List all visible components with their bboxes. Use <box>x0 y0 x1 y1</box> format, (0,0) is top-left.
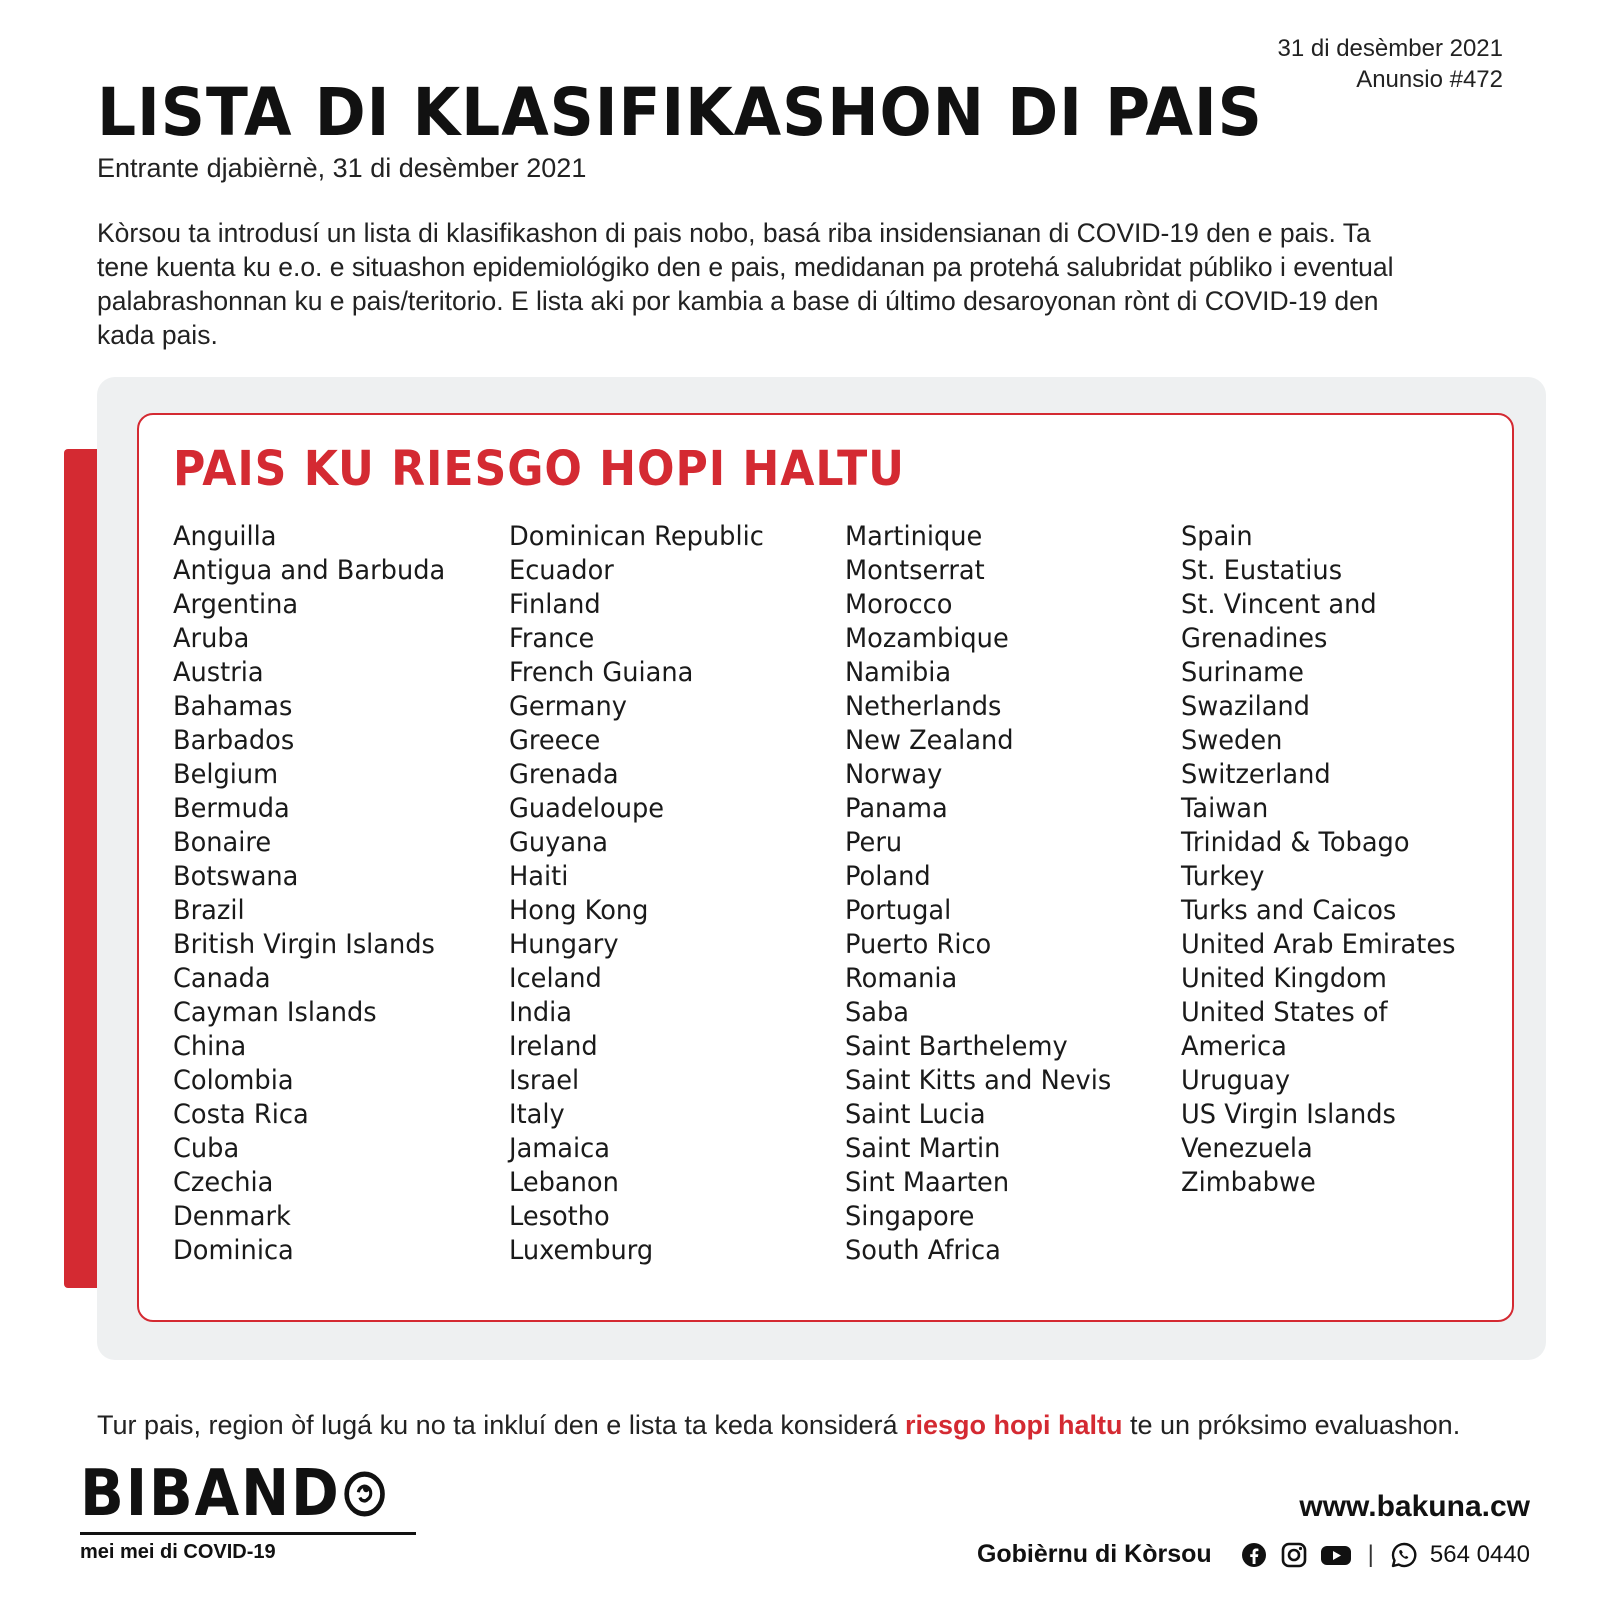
country-item: Romania <box>845 963 958 994</box>
page-title: LISTA DI KLASIFIKASHON DI PAIS <box>97 74 1263 151</box>
country-item: Ecuador <box>509 555 614 586</box>
country-item: Cuba <box>173 1133 240 1164</box>
country-item: Denmark <box>173 1201 291 1232</box>
youtube-icon[interactable] <box>1320 1541 1352 1569</box>
country-item: Iceland <box>509 963 602 994</box>
country-item: Grenada <box>509 759 619 790</box>
country-item: Turkey <box>1181 861 1265 892</box>
country-item: Venezuela <box>1181 1133 1313 1164</box>
country-item: Martinique <box>845 521 983 552</box>
country-item: Barbados <box>173 725 295 756</box>
accent-bar <box>64 449 97 1288</box>
risk-card-title: PAIS KU RIESGO HOPI HALTU <box>173 441 905 497</box>
country-item: Grenadines <box>1181 623 1328 654</box>
country-column-3 <box>845 520 1165 1268</box>
country-item: Switzerland <box>1181 759 1331 790</box>
country-item: Anguilla <box>173 521 277 552</box>
country-item: Argentina <box>173 589 299 620</box>
country-column-1 <box>173 520 493 1268</box>
country-item: United Arab Emirates <box>1181 929 1456 960</box>
country-item: Netherlands <box>845 691 1002 722</box>
footnote-text-after: te un próksimo evaluashon. <box>1122 1410 1461 1440</box>
country-item: Morocco <box>845 589 953 620</box>
country-item: Austria <box>173 657 264 688</box>
country-item: United States of <box>1181 997 1388 1028</box>
country-item: Uruguay <box>1181 1065 1291 1096</box>
country-item: Sweden <box>1181 725 1283 756</box>
country-item: Saint Lucia <box>845 1099 986 1130</box>
footnote-highlight: riesgo hopi haltu <box>904 1410 1123 1440</box>
country-item: Suriname <box>1181 657 1304 688</box>
country-item: Botswana <box>173 861 299 892</box>
footnote <box>97 1410 1460 1441</box>
logo-wordmark <box>80 1457 386 1531</box>
country-item: Costa Rica <box>173 1099 309 1130</box>
country-item: Montserrat <box>845 555 985 586</box>
country-item: St. Vincent and <box>1181 589 1377 620</box>
intro-paragraph: Kòrsou ta introdusí un lista di klasifikashon di pais nobo, basá riba insidensianan di COVID-19 den e pais. Ta tene kuenta ku e.o. e situashon epidemiológiko den e pais, medidanan pa protehá salubridat públiko i eventual palabrashonnan ku e pais/teritorio. E lista aki por kambia a base di último desaroyonan rònt di COVID-19 den kada pais. <box>97 218 1394 350</box>
country-item: Aruba <box>173 623 250 654</box>
country-item: Swaziland <box>1181 691 1310 722</box>
country-item: Hungary <box>509 929 619 960</box>
website-link[interactable]: www.bakuna.cw <box>1299 1490 1530 1523</box>
instagram-icon[interactable] <box>1280 1541 1308 1569</box>
country-item: Luxemburg <box>509 1235 654 1266</box>
page-subtitle: Entrante djabièrnè, 31 di desèmber 2021 <box>97 153 587 183</box>
whatsapp-icon[interactable] <box>1390 1541 1418 1569</box>
country-item: Dominica <box>173 1235 294 1266</box>
country-item: Taiwan <box>1181 793 1269 824</box>
footer-contact <box>977 1540 1530 1569</box>
country-item: America <box>1181 1031 1287 1062</box>
country-item: China <box>173 1031 247 1062</box>
announcement-number: Anunsio #472 <box>1356 66 1503 93</box>
country-item: French Guiana <box>509 657 694 688</box>
risk-card <box>137 413 1514 1322</box>
announcement-date: 31 di desèmber 2021 <box>1277 35 1503 62</box>
country-column-4 <box>1181 520 1501 1200</box>
facebook-icon[interactable] <box>1240 1541 1268 1569</box>
country-item: France <box>509 623 595 654</box>
country-item: Norway <box>845 759 943 790</box>
country-item: Haiti <box>509 861 569 892</box>
country-item: Cayman Islands <box>173 997 377 1028</box>
country-item: Panama <box>845 793 948 824</box>
logo-o-icon <box>342 1466 386 1522</box>
country-item: Bonaire <box>173 827 272 858</box>
country-column-2 <box>509 520 829 1268</box>
phone-number: 564 0440 <box>1429 1540 1530 1568</box>
announcement-meta <box>1278 33 1504 95</box>
country-item: Poland <box>845 861 931 892</box>
country-item: Sint Maarten <box>845 1167 1010 1198</box>
country-item: Finland <box>509 589 601 620</box>
country-item: Namibia <box>845 657 952 688</box>
country-item: Bermuda <box>173 793 290 824</box>
footnote-text-before: Tur pais, region òf lugá ku no ta inkluí den e lista ta keda konsiderá <box>97 1410 905 1440</box>
logo-word-text: BIBAND <box>80 1457 341 1531</box>
country-item: St. Eustatius <box>1181 555 1343 586</box>
country-item: Colombia <box>173 1065 294 1096</box>
country-item: Ireland <box>509 1031 598 1062</box>
country-item: Lesotho <box>509 1201 610 1232</box>
country-item: Hong Kong <box>509 895 649 926</box>
country-item: Greece <box>509 725 601 756</box>
country-item: Mozambique <box>845 623 1009 654</box>
country-item: Saba <box>845 997 910 1028</box>
country-item: India <box>509 997 572 1028</box>
country-item: Israel <box>509 1065 580 1096</box>
logo-tagline: mei mei di COVID-19 <box>80 1541 276 1563</box>
country-item: Guadeloupe <box>509 793 665 824</box>
country-item: Turks and Caicos <box>1181 895 1397 926</box>
country-item: Spain <box>1181 521 1253 552</box>
logo-underline <box>80 1532 416 1535</box>
country-item: Singapore <box>845 1201 975 1232</box>
country-item: Saint Barthelemy <box>845 1031 1068 1062</box>
bibando-logo <box>80 1457 420 1564</box>
country-item: Brazil <box>173 895 245 926</box>
country-item: New Zealand <box>845 725 1014 756</box>
country-item: Lebanon <box>509 1167 619 1198</box>
country-item: Dominican Republic <box>509 521 764 552</box>
country-item: Puerto Rico <box>845 929 992 960</box>
government-name: Gobièrnu di Kòrsou <box>976 1540 1212 1568</box>
country-item: Antigua and Barbuda <box>173 555 446 586</box>
country-item: South Africa <box>845 1235 1001 1266</box>
country-item: Canada <box>173 963 271 994</box>
country-item: Germany <box>509 691 627 722</box>
country-item: Zimbabwe <box>1181 1167 1316 1198</box>
footer-separator: | <box>1367 1540 1374 1568</box>
country-item: Trinidad & Tobago <box>1181 827 1410 858</box>
country-item: Jamaica <box>509 1133 610 1164</box>
country-item: Belgium <box>173 759 279 790</box>
country-item: Italy <box>509 1099 565 1130</box>
country-item: Saint Martin <box>845 1133 1001 1164</box>
country-item: Bahamas <box>173 691 293 722</box>
country-item: Peru <box>845 827 903 858</box>
country-item: US Virgin Islands <box>1181 1099 1396 1130</box>
country-item: Czechia <box>173 1167 274 1198</box>
country-item: Saint Kitts and Nevis <box>845 1065 1112 1096</box>
country-item: British Virgin Islands <box>173 929 435 960</box>
country-item: Portugal <box>845 895 952 926</box>
country-item: United Kingdom <box>1181 963 1387 994</box>
country-item: Guyana <box>509 827 609 858</box>
